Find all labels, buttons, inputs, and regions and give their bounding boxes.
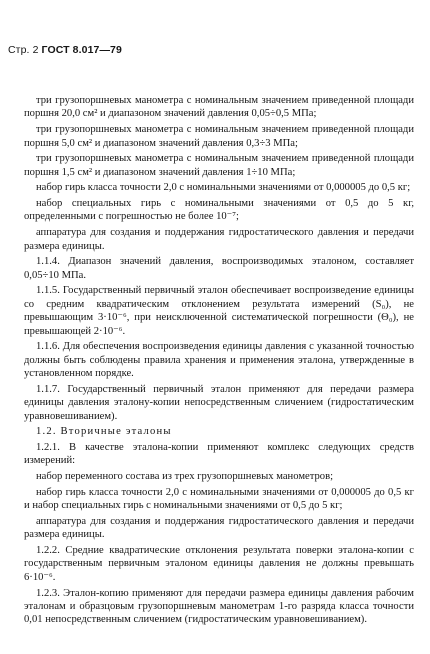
paragraph-weights-set-2: набор гирь класса точности 2,0 с номинальными значениями от 0,000005 до 0,5 кг и набор специальных гирь с номинальными значениями от 0,5 до 5 кг; [24, 486, 414, 512]
paragraph-manometer-20: три грузопоршневых манометра с номинальным значением приведенной площади поршня 20,0 см² и диапазоном значений давления 0,05÷0,5 МПа; [24, 95, 414, 120]
paragraph-apparatus-2: аппаратура для создания и поддержания гидростатического давления и передачи размера единицы. [24, 515, 414, 541]
paragraph-variable-set: набор переменного состава из трех грузопоршневых манометров; [36, 471, 334, 483]
clause-1-2-2: 1.2.2. Средние квадратические отклонения результата поверки эталона-копии с государственным первичным эталоном единицы давления не должны превышать 6·10⁻⁶. [24, 545, 414, 583]
page-header [8, 44, 122, 56]
paragraph-special-weights: набор специальных гирь с номинальными значениями от 0,5 до 5 кг, определенными с погрешностью не более 10⁻⁷; [24, 198, 414, 223]
clause-1-2-1: 1.2.1. В качестве эталона-копии применяют комплекс следующих средств измерений: [24, 442, 414, 467]
clause-1-1-4: 1.1.4. Диапазон значений давления, воспроизводимых эталоном, составляет 0,05÷10 МПа. [24, 256, 414, 281]
clause-1-1-6: 1.1.6. Для обеспечения воспроизведения единицы давления с указанной точностью должны быть соблюдены правила хранения и применения эталона, утвержденные в установленном порядке. [24, 341, 414, 380]
clause-1-1-5: 1.1.5. Государственный первичный эталон обеспечивает воспроизведение единицы со средним квадратическим отклонением результата измерений (S₀), не превышающим 3·10⁻⁶, при неисключенной систематической погрешности (Θ₀), не превышающей 2·10⁻⁶. [24, 285, 414, 337]
paragraph-apparatus: аппаратура для создания и поддержания гидростатического давления и передачи размера единицы. [24, 227, 414, 252]
section-heading-1-2: 1.2. Вторичные эталоны [36, 426, 172, 438]
paragraph-manometer-5: три грузопоршневых манометра с номинальным значением приведенной площади поршня 5,0 см² и диапазоном значений давления 0,3÷3 МПа; [24, 124, 414, 149]
page-number: Стр. 2 [8, 44, 39, 56]
paragraph-weights-set: набор гирь класса точности 2,0 с номинальными значениями от 0,000005 до 0,5 кг; [36, 182, 411, 194]
document-body [24, 94, 414, 629]
standard-number: ГОСТ 8.017—79 [41, 44, 122, 56]
clause-1-2-3: 1.2.3. Эталон-копию применяют для передачи размера единицы давления рабочим эталонам и образцовым грузопоршневым манометрам 1-го разряда класса точности 0,01 непосредственным сличением (гидростатическим уравновешиванием). [24, 587, 414, 626]
paragraph-manometer-1-5: три грузопоршневых манометра с номинальным значением приведенной площади поршня 1,5 см² и диапазоном значений давления 1÷10 МПа; [24, 153, 414, 178]
clause-1-1-7: 1.1.7. Государственный первичный эталон применяют для передачи размера единицы давления эталону-копии непосредственным сличением (гидростатическим уравновешиванием). [24, 383, 414, 422]
